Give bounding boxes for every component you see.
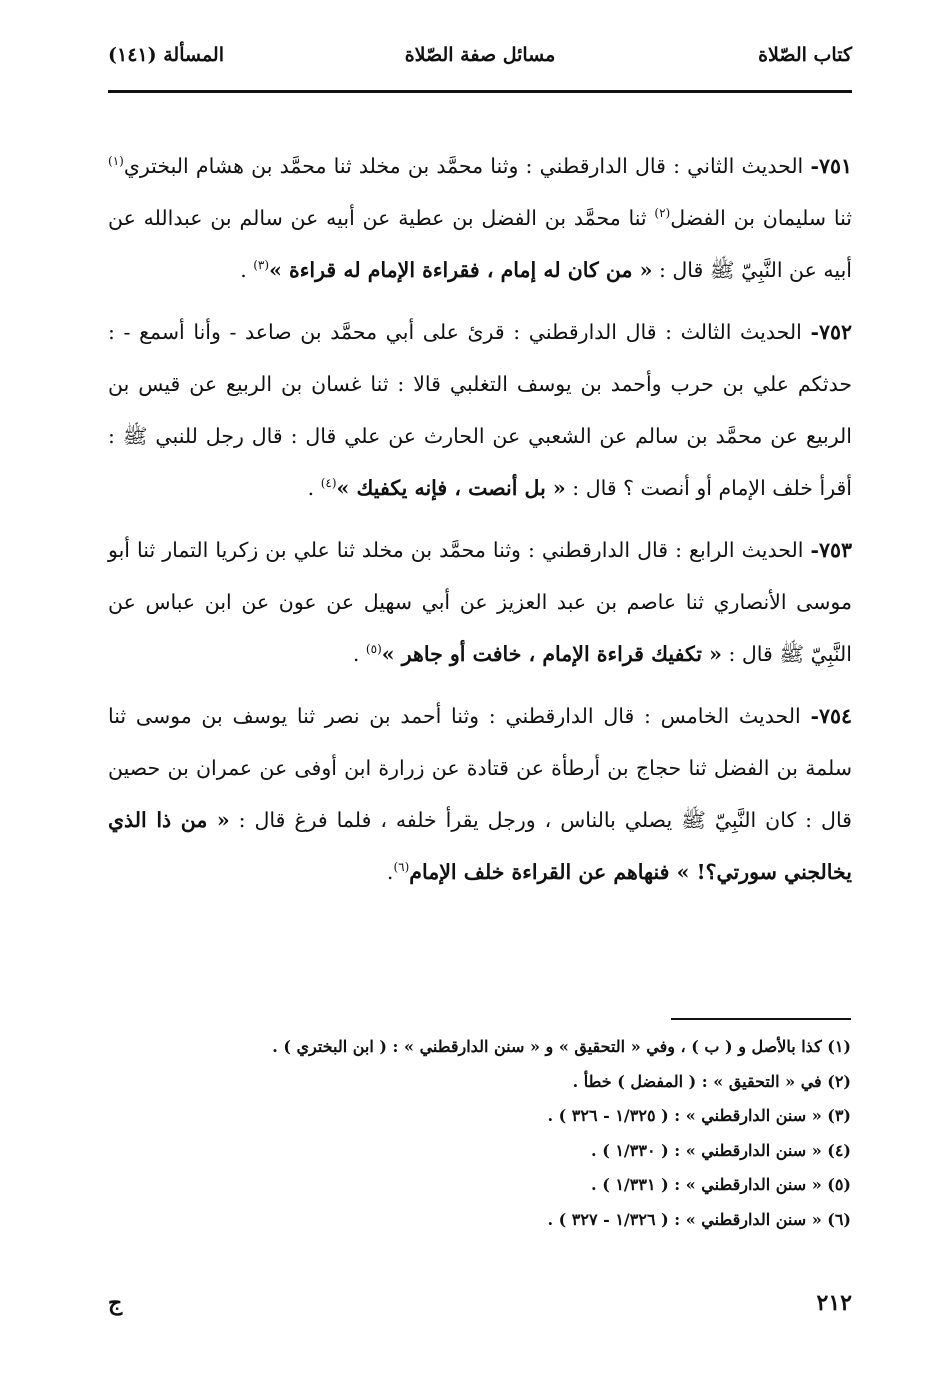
header-chapter-title: مسائل صفة الصّلاة xyxy=(404,44,556,66)
footnote-ref[interactable]: (٤) xyxy=(320,476,337,491)
footnote-4: (٤) « سنن الدارقطني » : ( ١/٣٣٠ ) . xyxy=(591,1140,851,1160)
footnote-ref[interactable]: (١) xyxy=(108,154,124,169)
hadith-text: الحديث الثالث : قال الدارقطني : قرئ على أبي محمَّد بن صاعد - وأنا أسمع - : حدثكم علي بن حرب وأحمد بن يوسف التغلبي قالا : ثنا غسان بن الربيع عن قيس بن الربيع عن محمَّد بن سالم عن الشعبي عن الحارث عن علي قال : قال رجل للنبي ﷺ : أقرأ خلف الإمام أو أنصت ؟ قال : xyxy=(108,320,852,500)
footnote-ref[interactable]: (٥) xyxy=(365,642,382,657)
prophetic-quote: « تكفيك قراءة الإمام ، خافت أو جاهر » xyxy=(381,642,722,666)
header-issue-number: المسألة (١٤١) xyxy=(108,44,224,66)
footnote-ref[interactable]: (٦) xyxy=(393,860,410,875)
footnote-3: (٣) « سنن الدارقطني » : ( ١/٣٢٥ - ٣٢٦ ) . xyxy=(547,1106,851,1125)
running-header xyxy=(108,40,852,93)
page-number: ٢١٢ xyxy=(816,1290,852,1316)
hadith-number: ٧٥٤- xyxy=(810,704,852,728)
hadith-752 xyxy=(108,306,852,514)
footnote-1: (١) كذا بالأصل و ( ب ) ، وفي « التحقيق » و « سنن الدارقطني » : ( ابن البختري ) . xyxy=(272,1037,851,1056)
footnote-2: (٢) في « التحقيق » : ( المفضل ) خطأ . xyxy=(572,1071,851,1091)
signature-mark: ج xyxy=(108,1290,123,1316)
footnotes xyxy=(91,1030,851,1237)
hadith-number: ٧٥٣- xyxy=(810,538,852,562)
hadith-754 xyxy=(108,690,852,898)
footnote-ref[interactable]: (٢) xyxy=(654,206,671,221)
hadith-text: ثنا سليمان بن الفضل xyxy=(670,206,852,230)
header-book-title: كتاب الصّلاة xyxy=(758,44,852,66)
page-footer xyxy=(108,1290,852,1330)
prophetic-quote: « من كان له إمام ، فقراءة الإمام له قراءة » xyxy=(269,258,653,282)
hadith-751 xyxy=(108,140,852,296)
footnote-ref[interactable]: (٣) xyxy=(253,258,270,273)
hadith-text: . xyxy=(307,476,321,500)
hadith-text: الحديث الرابع : قال الدارقطني : وثنا محمَّد بن مخلد ثنا علي بن زكريا التمار ثنا أبو موسى الأنصاري ثنا عاصم بن عبد العزيز عن أبي سهيل عن عون عن ابن عباس عن النَّبِيّ ﷺ قال : xyxy=(108,538,852,666)
main-text xyxy=(108,140,852,908)
hadith-text: فنهاهم عن القراءة خلف الإمام xyxy=(409,860,677,884)
hadith-753 xyxy=(108,524,852,680)
hadith-text: الحديث الثاني : قال الدارقطني : وثنا محمَّد بن مخلد ثنا محمَّد بن هشام البختري xyxy=(123,154,811,178)
footnote-separator xyxy=(671,1018,851,1020)
prophetic-quote: « بل أنصت ، فإنه يكفيك » xyxy=(336,476,566,500)
hadith-text: الحديث الخامس : قال الدارقطني : وثنا أحمد بن نصر ثنا يوسف بن موسى ثنا سلمة بن الفضل ثنا حجاج بن أرطأة عن قتادة عن زرارة ابن أوفى عن عمران بن حصين قال : كان النَّبِيّ ﷺ يصلي بالناس ، ورجل يقرأ خلفه ، فلما فرغ قال : xyxy=(108,704,852,832)
footnote-6: (٦) « سنن الدارقطني » : ( ١/٣٢٦ - ٣٢٧ ) . xyxy=(547,1209,851,1229)
hadith-text: . xyxy=(240,258,254,282)
hadith-number: ٧٥١- xyxy=(810,154,852,178)
hadith-number: ٧٥٢- xyxy=(810,320,852,344)
hadith-text: ثنا محمَّد بن الفضل بن عطية عن أبيه عن سالم بن عبدالله عن أبيه عن النَّبِيّ ﷺ قال : xyxy=(108,206,852,282)
hadith-text: . xyxy=(386,860,394,884)
footnote-5: (٥) « سنن الدارقطني » : ( ١/٣٣١ ) . xyxy=(591,1175,851,1194)
prophetic-quote: « من ذا الذي يخالجني سورتي؟! » xyxy=(108,808,852,884)
hadith-text: . xyxy=(352,642,366,666)
